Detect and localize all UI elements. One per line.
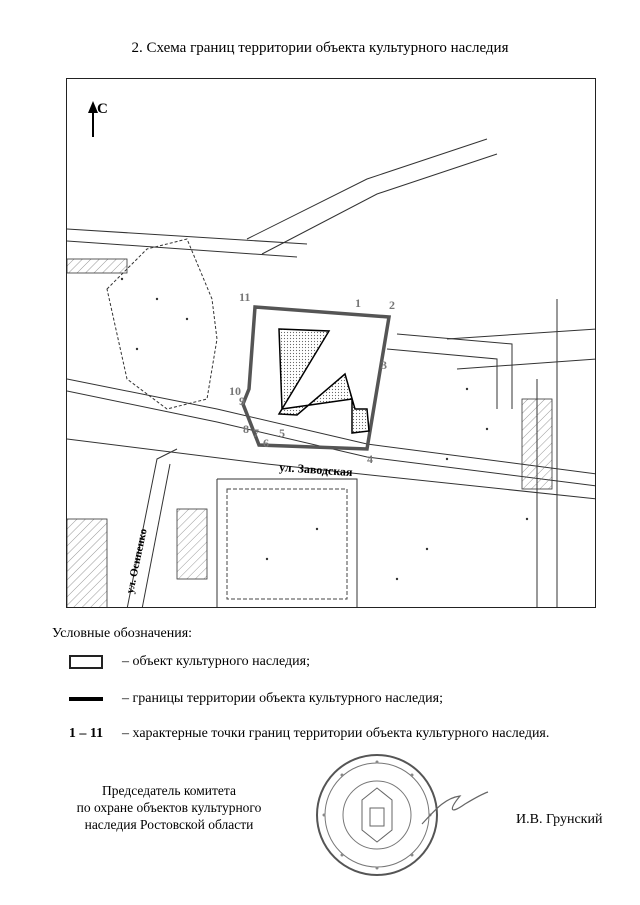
- legend-symbol-points: 1 – 11: [68, 726, 104, 741]
- legend-item: [52, 652, 310, 672]
- legend-text: – объект культурного наследия;: [122, 654, 310, 669]
- signatory-name: И.В. Грунский: [516, 812, 603, 827]
- boundary-point-label: 2: [389, 298, 395, 312]
- boundary-point-label: 3: [381, 358, 387, 372]
- boundary-point-label: 9: [239, 394, 245, 408]
- legend-title: Условные обозначения:: [52, 626, 193, 641]
- signatory-title: Председатель комитета по охране объектов культурного наследия Ростовской области: [76, 783, 262, 832]
- legend-text: – границы территории объекта культурного наследия;: [122, 691, 443, 706]
- street-label-side: ул. Осипенко: [124, 527, 150, 595]
- hatched-block: [177, 509, 207, 579]
- boundary-point-label: 5: [279, 426, 285, 440]
- boundary-point-label: 4: [367, 452, 373, 466]
- boundary-point-label: 8: [243, 422, 249, 436]
- map-drawing: [67, 79, 596, 608]
- page-title: 2. Схема границ территории объекта культурного наследия: [131, 40, 509, 56]
- hatched-block: [522, 399, 552, 489]
- building-footprint: [227, 489, 347, 599]
- hatched-block: [67, 259, 127, 273]
- legend-item: [52, 689, 443, 709]
- legend-text: – характерные точки границ территории объекта культурного наследия.: [122, 726, 550, 741]
- legend-symbol-boundary: [52, 689, 120, 709]
- boundary-point-label: 7: [253, 426, 259, 440]
- signature-icon: [420, 790, 490, 830]
- legend-symbol-object: [52, 652, 120, 672]
- legend-item: [52, 724, 549, 744]
- heritage-object: [279, 329, 369, 433]
- boundary-point-label: 11: [239, 290, 251, 304]
- north-label: С: [97, 101, 108, 117]
- street-label-main: ул. Заводская: [278, 460, 354, 480]
- boundary-point-label: 6: [263, 436, 269, 450]
- hatched-block: [67, 519, 107, 608]
- boundary-point-label: 1: [355, 296, 361, 310]
- boundary-point-label: 10: [229, 384, 241, 398]
- boundary-map: [66, 78, 596, 608]
